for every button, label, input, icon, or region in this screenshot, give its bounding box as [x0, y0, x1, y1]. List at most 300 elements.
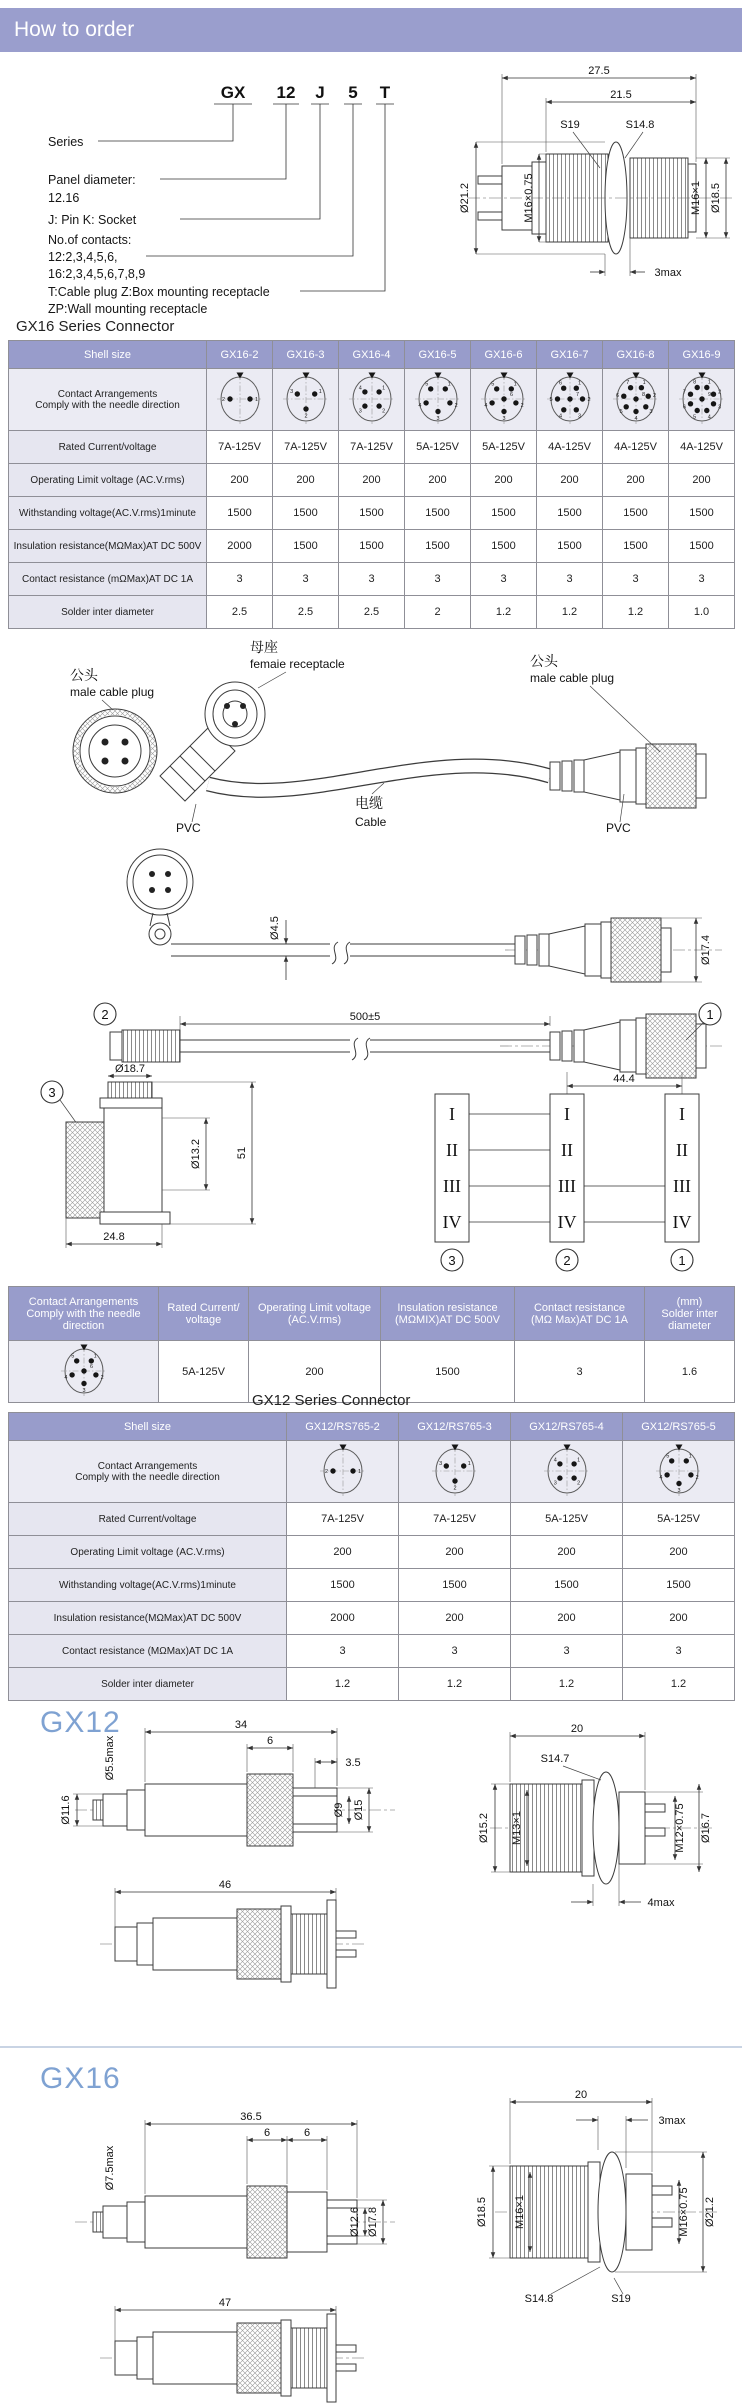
svg-text:3: 3 [676, 1488, 681, 1494]
svg-text:3: 3 [289, 388, 293, 395]
svg-text:7: 7 [682, 389, 686, 396]
dim-s19: S19 [611, 2293, 631, 2305]
spec-value: 7A-125V [273, 431, 339, 464]
pins-cell [399, 1441, 511, 1503]
svg-text:1: 1 [447, 381, 451, 388]
dim-m16-075: M16×0.75 [678, 2187, 690, 2237]
wire-row-3: III [673, 1176, 691, 1196]
spec-value: 3 [511, 1635, 623, 1668]
spec-value: 2.5 [207, 596, 273, 629]
wire-row-2: II [676, 1140, 688, 1160]
contacts-label: No.of contacts: [48, 233, 132, 247]
column-header: Shell size [9, 1413, 287, 1441]
column-header: GX16-2 [207, 341, 273, 369]
spec-value: 5A-125V [159, 1341, 249, 1403]
spec-value: 1500 [273, 530, 339, 563]
pins-cell [273, 369, 339, 431]
column-header: GX12/RS765-3 [399, 1413, 511, 1441]
dim-36-5: 36.5 [240, 2111, 262, 2123]
column-header: Insulation resistance (MΩMIX)AT DC 500V [381, 1287, 515, 1341]
pins-cell [405, 369, 471, 431]
svg-text:4: 4 [358, 385, 362, 392]
contact-arrangement-diagram [546, 370, 594, 424]
spec-value: 1500 [537, 497, 603, 530]
column-header: GX16-4 [339, 341, 405, 369]
svg-text:1: 1 [381, 385, 385, 392]
row-label: Withstanding voltage(AC.V.rms)1minute [9, 497, 207, 530]
svg-text:5: 5 [548, 397, 553, 403]
spec-value: 3 [339, 563, 405, 596]
contact-arrangement-diagram [543, 1442, 591, 1496]
svg-text:2: 2 [586, 397, 591, 403]
dim-24-8: 24.8 [103, 1231, 125, 1243]
dim-d11-6: Ø11.6 [60, 1795, 72, 1825]
svg-text:4: 4 [417, 402, 421, 409]
contact-arrangement-diagram [216, 370, 264, 424]
contact-arrangement-diagram [655, 1442, 703, 1496]
column-header: GX16-7 [537, 341, 603, 369]
wire-row-2: II [561, 1140, 573, 1160]
spec-value: 200 [537, 464, 603, 497]
dim-d15-2: Ø15.2 [478, 1813, 490, 1843]
spec-value: 2 [405, 596, 471, 629]
row-label: Operating Limit voltage (AC.V.rms) [9, 1536, 287, 1569]
spec-value: 200 [405, 464, 471, 497]
dim-s19: S19 [560, 119, 580, 131]
dim-44-4: 44.4 [613, 1073, 635, 1085]
cable-label-cn: 电缆 [355, 795, 383, 811]
svg-text:2: 2 [576, 1480, 580, 1487]
spec-value: 1.2 [603, 596, 669, 629]
callout-1: 1 [678, 1253, 686, 1268]
wire-row-1: I [449, 1104, 455, 1124]
svg-text:6: 6 [615, 392, 619, 399]
callout-1: 1 [706, 1007, 714, 1022]
spec-value: 1500 [287, 1569, 399, 1602]
section-divider [0, 2046, 742, 2048]
panel-receptacle-drawing [440, 58, 738, 298]
dim-20: 20 [570, 1723, 584, 1735]
spec-value: 1500 [471, 497, 537, 530]
dim-3-5: 3.5 [345, 1757, 361, 1769]
cable-set-spec-table [8, 1286, 734, 1403]
column-header: GX16-9 [669, 341, 735, 369]
gx16-heading: GX16 [40, 2062, 121, 2095]
pvc-label-left: PVC [176, 821, 201, 835]
dim-47: 47 [218, 2297, 232, 2309]
svg-text:5: 5 [424, 381, 428, 388]
gx16-spec-table [8, 340, 734, 629]
row-label: Contact resistance (MΩMax)AT DC 1A [9, 1635, 287, 1668]
spec-value: 1500 [273, 497, 339, 530]
dim-d18-7: Ø18.7 [115, 1063, 145, 1075]
dim-s14-7: S14.7 [540, 1753, 570, 1765]
dim-3max: 3max [654, 267, 682, 279]
svg-text:4: 4 [707, 414, 711, 421]
column-header: GX16-5 [405, 341, 471, 369]
svg-text:2: 2 [454, 402, 458, 409]
gx16-dimension-drawings [15, 2072, 727, 2406]
column-header: Contact resistance (MΩ Max)AT DC 1A [515, 1287, 645, 1341]
contact-arrangement-diagram [480, 370, 528, 424]
ordering-code-diagram [28, 58, 458, 320]
spec-value: 1500 [511, 1569, 623, 1602]
callout-3: 3 [48, 1085, 56, 1100]
dim-6b: 6 [303, 2127, 311, 2139]
spec-value: 200 [603, 464, 669, 497]
spec-value: 1500 [669, 530, 735, 563]
svg-text:4: 4 [63, 1374, 67, 1381]
series-label: Series [48, 135, 84, 149]
gx12-heading: GX12 [40, 1706, 121, 1739]
spec-value: 3 [603, 563, 669, 596]
dim-s14-8: S14.8 [524, 2293, 554, 2305]
svg-text:1: 1 [318, 388, 322, 395]
row-label: Solder inter diameter [9, 596, 207, 629]
spec-value: 1.2 [399, 1668, 511, 1701]
svg-text:2: 2 [100, 1374, 104, 1381]
spec-value: 200 [623, 1602, 735, 1635]
contact-arrangement-diagram [431, 1442, 479, 1496]
wire-row-4: IV [442, 1212, 462, 1232]
column-header: Contact Arrangements Comply with the needle direction [9, 1287, 159, 1341]
pins-cell [287, 1441, 399, 1503]
pvc-label-right: PVC [606, 821, 631, 835]
svg-text:3: 3 [501, 416, 506, 422]
svg-text:4: 4 [483, 402, 487, 409]
spec-value: 4A-125V [669, 431, 735, 464]
svg-text:1: 1 [688, 1453, 692, 1460]
wire-row-4: IV [672, 1212, 692, 1232]
svg-text:6: 6 [558, 380, 562, 387]
spec-value: 2.5 [339, 596, 405, 629]
spec-value: 4A-125V [537, 431, 603, 464]
spec-value: 5A-125V [511, 1503, 623, 1536]
svg-text:5: 5 [70, 1353, 74, 1360]
dim-d17-8: Ø17.8 [367, 2207, 379, 2237]
panel-diameter-label: Panel diameter: [48, 173, 136, 187]
spec-value: 3 [669, 563, 735, 596]
panel-diameter-values: 12.16 [48, 191, 80, 205]
svg-text:1: 1 [513, 381, 517, 388]
dim-d9: Ø9 [333, 1802, 345, 1818]
spec-value: 1500 [603, 530, 669, 563]
wire-row-3: III [443, 1176, 461, 1196]
male-plug-label-cn: 公头 [70, 667, 98, 683]
dim-500: 500±5 [349, 1011, 381, 1023]
spec-value: 4A-125V [603, 431, 669, 464]
svg-text:2: 2 [717, 389, 721, 396]
code-diameter: 12 [276, 83, 296, 102]
column-header: Shell size [9, 341, 207, 369]
dim-d21-2: Ø21.2 [459, 183, 471, 213]
spec-value: 200 [669, 464, 735, 497]
svg-text:3: 3 [577, 413, 581, 420]
dim-d21-2: Ø21.2 [704, 2197, 716, 2227]
spec-value: 2.5 [273, 596, 339, 629]
spec-value: 1500 [669, 497, 735, 530]
dim-m16-1: M16×1 [690, 181, 702, 215]
svg-text:6: 6 [89, 1364, 93, 1370]
spec-value: 1500 [339, 530, 405, 563]
spec-value: 7A-125V [207, 431, 273, 464]
spec-value: 200 [399, 1536, 511, 1569]
svg-text:5: 5 [665, 1453, 669, 1460]
spec-value: 1.2 [623, 1668, 735, 1701]
contact-arrangement-diagram [414, 370, 462, 424]
svg-text:2: 2 [221, 397, 225, 403]
code-mount: T [379, 83, 391, 102]
spec-value: 7A-125V [287, 1503, 399, 1536]
gx16-series-title: GX16 Series Connector [16, 318, 175, 335]
svg-text:6: 6 [509, 392, 513, 398]
spec-value: 1500 [603, 497, 669, 530]
cable-label-en: Cable [355, 815, 387, 829]
svg-text:2: 2 [381, 408, 385, 415]
svg-text:1: 1 [254, 397, 258, 403]
spec-value: 1500 [537, 530, 603, 563]
row-label: Solder inter diameter [9, 1668, 287, 1701]
contact-arrangement-diagram [319, 1442, 367, 1496]
dim-4max: 4max [647, 1897, 675, 1909]
svg-text:1: 1 [707, 379, 711, 386]
spec-value: 3 [515, 1341, 645, 1403]
cable-assembly-illustration [10, 636, 732, 836]
spec-value: 3 [537, 563, 603, 596]
contact-arrangement-diagram [678, 370, 726, 424]
dim-d12-6: Ø12.6 [349, 2207, 361, 2237]
dimension-drawings [10, 840, 732, 1280]
pins-cell [537, 369, 603, 431]
spec-value: 3 [471, 563, 537, 596]
spec-table [8, 340, 735, 629]
row-label: Rated Current/voltage [9, 1503, 287, 1536]
svg-text:9: 9 [707, 392, 711, 398]
svg-text:2: 2 [303, 413, 308, 420]
dim-21-5: 21.5 [610, 89, 632, 101]
dim-m12-075: M12×0.75 [674, 1803, 686, 1853]
column-header: Operating Limit voltage (AC.V.rms) [249, 1287, 381, 1341]
spec-value: 5A-125V [623, 1503, 735, 1536]
spec-value: 1.2 [287, 1668, 399, 1701]
code-contacts: 5 [348, 83, 358, 102]
dim-6: 6 [266, 1735, 274, 1747]
dim-51: 51 [236, 1146, 248, 1160]
svg-text:1: 1 [577, 380, 581, 387]
svg-text:8: 8 [641, 392, 645, 398]
spec-value: 1500 [405, 497, 471, 530]
spec-value: 3 [405, 563, 471, 596]
female-receptacle-label-en: femaie receptacle [250, 657, 345, 671]
spec-value: 5A-125V [471, 431, 537, 464]
svg-text:3: 3 [438, 1460, 442, 1467]
svg-text:3: 3 [81, 1388, 86, 1394]
wire-row-2: II [446, 1140, 458, 1160]
dim-d4-5: Ø4.5 [269, 916, 281, 940]
svg-text:2: 2 [324, 1469, 328, 1475]
dim-d7-5max: Ø7.5max [104, 2145, 116, 2191]
callout-3: 3 [448, 1253, 456, 1268]
column-header: GX12/RS765-4 [511, 1413, 623, 1441]
gx12-spec-table [8, 1412, 734, 1701]
row-label: Rated Current/voltage [9, 431, 207, 464]
spec-value: 1500 [405, 530, 471, 563]
dim-m16-075: M16×0.75 [523, 173, 535, 223]
spec-value: 200 [273, 464, 339, 497]
wire-row-1: I [564, 1104, 570, 1124]
pin-socket-label: J: Pin K: Socket [48, 213, 137, 227]
wire-row-1: I [679, 1104, 685, 1124]
spec-value: 200 [207, 464, 273, 497]
dim-d5-5max: Ø5.5max [104, 1735, 116, 1781]
dim-d16-7: Ø16.7 [700, 1813, 712, 1843]
spec-value: 1500 [399, 1569, 511, 1602]
dim-m13-1: M13×1 [511, 1811, 523, 1845]
spec-value: 1500 [471, 530, 537, 563]
svg-text:5: 5 [490, 381, 494, 388]
contact-arrangement-diagram [282, 370, 330, 424]
spec-value: 1500 [381, 1341, 515, 1403]
spec-table [8, 1286, 735, 1403]
spec-value: 1500 [207, 497, 273, 530]
gx12-series-title: GX12 Series Connector [252, 1392, 411, 1409]
spec-value: 3 [287, 1635, 399, 1668]
male-plug2-label-en: male cable plug [530, 671, 615, 685]
spec-value: 1500 [623, 1569, 735, 1602]
spec-value: 200 [623, 1536, 735, 1569]
row-label: Contact resistance (mΩMax)AT DC 1A [9, 563, 207, 596]
dim-m16-1: M16×1 [514, 2195, 526, 2229]
pins-cell [9, 1341, 159, 1403]
svg-text:6: 6 [682, 404, 686, 411]
svg-text:8: 8 [692, 379, 696, 386]
spec-value: 200 [249, 1341, 381, 1403]
dim-20: 20 [574, 2089, 588, 2101]
female-receptacle-label-cn: 母座 [250, 639, 278, 655]
svg-text:3: 3 [648, 408, 652, 415]
pins-cell [471, 369, 537, 431]
code-series: GX [220, 83, 246, 102]
pins-cell [669, 369, 735, 431]
svg-text:7: 7 [575, 392, 579, 398]
dim-d17-4: Ø17.4 [700, 935, 712, 965]
pins-cell [511, 1441, 623, 1503]
spec-value: 200 [471, 464, 537, 497]
svg-text:5: 5 [619, 408, 623, 415]
spec-value: 1500 [339, 497, 405, 530]
dim-46: 46 [218, 1879, 232, 1891]
svg-text:3: 3 [553, 1480, 557, 1487]
svg-text:1: 1 [93, 1353, 97, 1360]
mount-label-2: ZP:Wall mounting receptacle [48, 302, 208, 316]
spec-value: 2000 [207, 530, 273, 563]
male-plug-label-en: male cable plug [70, 685, 155, 699]
svg-text:2: 2 [652, 392, 656, 399]
spec-value: 2000 [287, 1602, 399, 1635]
contacts-12: 12:2,3,4,5,6, [48, 250, 118, 264]
row-label: Withstanding voltage(AC.V.rms)1minute [9, 1569, 287, 1602]
spec-value: 1.2 [471, 596, 537, 629]
spec-value: 7A-125V [399, 1503, 511, 1536]
svg-text:3: 3 [717, 404, 721, 411]
dim-d15: Ø15 [353, 1799, 365, 1821]
dim-d18-5: Ø18.5 [476, 2197, 488, 2227]
svg-text:3: 3 [435, 416, 440, 422]
row-label: Contact Arrangements Comply with the needle direction [9, 1441, 287, 1503]
pins-cell [603, 369, 669, 431]
svg-text:7: 7 [625, 379, 629, 386]
dim-27-5: 27.5 [588, 65, 610, 77]
contact-arrangement-diagram [348, 370, 396, 424]
column-header: GX12/RS765-2 [287, 1413, 399, 1441]
dim-6a: 6 [263, 2127, 271, 2139]
mount-label-1: T:Cable plug Z:Box mounting receptacle [48, 285, 270, 299]
code-pin: J [315, 83, 325, 102]
spec-value: 200 [511, 1536, 623, 1569]
svg-text:1: 1 [576, 1457, 580, 1464]
spec-value: 3 [399, 1635, 511, 1668]
svg-text:2: 2 [520, 402, 524, 409]
pins-cell [207, 369, 273, 431]
spec-value: 5A-125V [405, 431, 471, 464]
page-title: How to order [0, 8, 742, 52]
column-header: GX16-3 [273, 341, 339, 369]
wire-row-4: IV [557, 1212, 577, 1232]
spec-value: 200 [287, 1536, 399, 1569]
column-header: GX12/RS765-5 [623, 1413, 735, 1441]
contacts-16: 16:2,3,4,5,6,7,8,9 [48, 267, 146, 281]
callout-2: 2 [563, 1253, 571, 1268]
row-label: Insulation resistance(MΩMax)AT DC 500V [9, 530, 207, 563]
column-header: GX16-8 [603, 341, 669, 369]
pins-cell [339, 369, 405, 431]
spec-value: 3 [273, 563, 339, 596]
column-header: Rated Current/ voltage [159, 1287, 249, 1341]
svg-text:5: 5 [692, 414, 696, 421]
dim-d13-2: Ø13.2 [190, 1139, 202, 1169]
dim-34: 34 [234, 1719, 248, 1731]
svg-text:1: 1 [642, 379, 646, 386]
column-header: (mm) Solder inter diameter [645, 1287, 735, 1341]
spec-value: 1.0 [669, 596, 735, 629]
spec-value: 200 [339, 464, 405, 497]
spec-value: 200 [399, 1602, 511, 1635]
svg-text:2: 2 [452, 1485, 457, 1492]
spec-value: 1.2 [537, 596, 603, 629]
svg-text:4: 4 [558, 413, 562, 420]
wire-row-3: III [558, 1176, 576, 1196]
contact-arrangement-diagram [612, 370, 660, 424]
svg-text:1: 1 [467, 1460, 471, 1467]
spec-value: 200 [511, 1602, 623, 1635]
svg-text:3: 3 [358, 408, 362, 415]
spec-value: 3 [623, 1635, 735, 1668]
dim-s14-8: S14.8 [625, 119, 655, 131]
row-label: Contact Arrangements Comply with the needle direction [9, 369, 207, 431]
dim-3max: 3max [658, 2115, 686, 2127]
pins-cell [623, 1441, 735, 1503]
spec-value: 1.2 [511, 1668, 623, 1701]
svg-text:4: 4 [553, 1457, 557, 1464]
spec-value: 1.6 [645, 1341, 735, 1403]
male-plug2-label-cn: 公头 [530, 653, 558, 669]
svg-text:1: 1 [357, 1469, 361, 1475]
callout-2: 2 [101, 1007, 109, 1022]
contact-arrangement-diagram [60, 1342, 108, 1396]
svg-text:4: 4 [633, 416, 638, 422]
svg-text:4: 4 [658, 1474, 662, 1481]
spec-value: 7A-125V [339, 431, 405, 464]
